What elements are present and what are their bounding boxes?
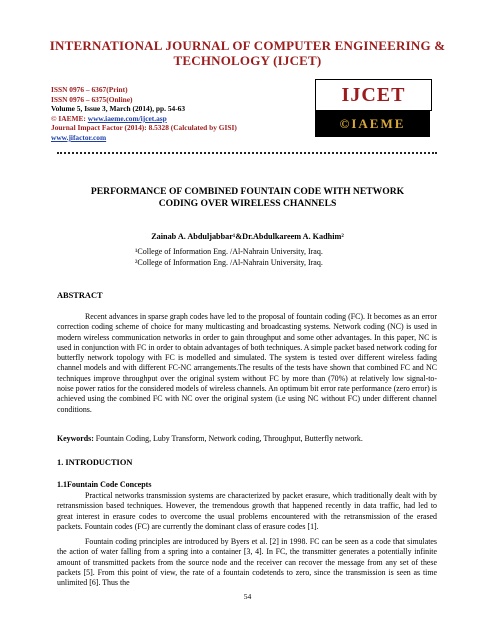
issn-online: ISSN 0976 – 6375(Online) bbox=[51, 94, 133, 104]
iaeme-logo-text: ©IAEME bbox=[339, 116, 406, 131]
header-divider bbox=[57, 152, 437, 154]
impact-factor: Journal Impact Factor (2014): 8.5328 (Calculated by GISI) bbox=[51, 123, 237, 133]
ijcet-logo bbox=[315, 79, 432, 111]
page-number: 54 bbox=[243, 592, 252, 601]
iaeme-logo bbox=[315, 111, 430, 137]
iaeme-link[interactable]: www.iaeme.com/ijcet.asp bbox=[87, 113, 167, 123]
journal-title bbox=[40, 38, 455, 68]
iaeme-line bbox=[51, 114, 331, 124]
paper-title-line2: CODING OVER WIRELESS CHANNELS bbox=[158, 198, 337, 209]
ijcet-logo-text: IJCET bbox=[341, 83, 406, 106]
affiliation-1: ¹College of Information Eng. /Al-Nahrain University, Iraq. bbox=[135, 247, 323, 256]
subsection-heading: 1.1Fountain Code Concepts bbox=[57, 480, 152, 489]
paper-title bbox=[60, 186, 435, 210]
iaeme-prefix: © IAEME: bbox=[51, 113, 88, 123]
intro-heading: 1. INTRODUCTION bbox=[57, 458, 133, 467]
authors: Zainab A. Abduljabbar¹&Dr.Abdulkareem A. Kadhim² bbox=[151, 232, 344, 241]
keywords bbox=[57, 434, 437, 444]
keywords-text: Fountain Coding, Luby Transform, Network coding, Throughput, Butterfly network. bbox=[93, 434, 363, 443]
issn-print: ISSN 0976 – 6367(Print) bbox=[51, 85, 128, 94]
affiliation-2: ²College of Information Eng. /Al-Nahrain University, Iraq. bbox=[135, 258, 323, 267]
intro-paragraph-1: Practical networks transmission systems are characterized by packet erasure, which traditionally dealt with by retransmission based techniques. However, the tremendous growth that happened recently in data traffic, had led to great interest in erasure codes to overcome the usual problems encountered with the retransmission of the erased packets. Fountain codes (FC) are currently the dominant class of erasure codes [1]. bbox=[57, 491, 437, 531]
keywords-label: Keywords: bbox=[57, 434, 94, 443]
abstract-heading: ABSTRACT bbox=[57, 291, 103, 300]
journal-info bbox=[51, 85, 331, 143]
abstract-text: Recent advances in sparse graph codes have led to the proposal of fountain coding (FC). It becomes as an error correction coding scheme of choice for many multicasting and broadcasting systems. Network coding (NC) is used in modern wireless communication networks in order to gain throughput and some other advantages. In this paper, NC is used in conjunction with FC in order to obtain advantages of both techniques. A simple packet based network coding for butterfly network topology with FC is modelled and simulated. The system is tested over different wireless fading channel models and with different FC-NC arrangements.The results of the tests have shown that combined FC and NC techniques improve throughput over the original system without FC by more than (70%) at relatively low signal-to-noise power ratios for the considered models of wireless channels. An optimum bit error rate performance (zero error) is achieved using the combined FC with NC over the original system (i.e using NC without FC) under different channel conditions. bbox=[57, 312, 437, 414]
journal-title-line1: INTERNATIONAL JOURNAL OF COMPUTER ENGINEERING & bbox=[49, 38, 446, 53]
journal-title-line2: TECHNOLOGY (IJCET) bbox=[173, 53, 322, 68]
volume-info: Volume 5, Issue 3, March (2014), pp. 54-63 bbox=[51, 104, 186, 114]
jifactor-link[interactable]: www.jifactor.com bbox=[51, 132, 107, 142]
paper-title-line1: PERFORMANCE OF COMBINED FOUNTAIN CODE WITH NETWORK bbox=[90, 186, 405, 197]
intro-paragraph-2: Fountain coding principles are introduced by Byers et al. [2] in 1998. FC can be seen as a code that simulates the action of water falling from a spring into a container [3, 4]. In FC, the transmitter generates a potentially infinite amount of transmitted packets from the source node and the receiver can recover the message from any set of these packets [5]. From this point of view, the rate of a fountain codetends to zero, since the transmission is seen as time unlimited [6]. Thus the bbox=[57, 537, 437, 588]
